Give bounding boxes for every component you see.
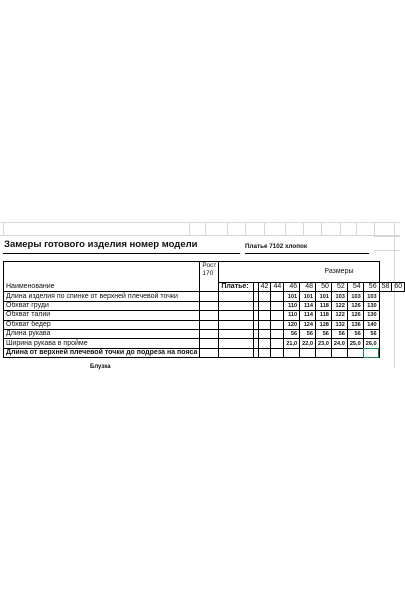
- value-cell[interactable]: 126: [347, 301, 363, 310]
- header-sizes-cell[interactable]: [219, 262, 379, 283]
- value-cell[interactable]: 56: [300, 329, 316, 338]
- row-label-cell[interactable]: Ширина рукава в пройме: [4, 339, 200, 348]
- value-cell[interactable]: [271, 339, 284, 348]
- empty-value-cell[interactable]: [347, 348, 363, 357]
- size-58-cell[interactable]: 58: [379, 283, 392, 292]
- value-cell[interactable]: [258, 311, 271, 320]
- value-cell[interactable]: [271, 311, 284, 320]
- value-cell[interactable]: [258, 329, 271, 338]
- size-54-cell[interactable]: 54: [347, 283, 363, 292]
- size-56-cell[interactable]: 56: [363, 283, 379, 292]
- value-cell[interactable]: 56: [363, 329, 379, 338]
- rost-empty-cell[interactable]: [200, 301, 219, 310]
- value-cell[interactable]: 56: [284, 329, 300, 338]
- value-cell[interactable]: [219, 311, 253, 320]
- empty-value-cell[interactable]: [316, 348, 332, 357]
- value-cell[interactable]: [219, 320, 253, 329]
- value-cell[interactable]: 110: [284, 301, 300, 310]
- header-name-label: Наименование: [6, 283, 55, 291]
- empty-value-cell[interactable]: [331, 348, 347, 357]
- value-cell[interactable]: 124: [300, 320, 316, 329]
- size-60-cell[interactable]: 60: [392, 283, 405, 292]
- value-cell[interactable]: 101: [284, 292, 300, 301]
- row-label-cell[interactable]: Обхват бедер: [4, 320, 200, 329]
- table-row: [4, 329, 405, 338]
- value-cell[interactable]: [271, 292, 284, 301]
- row-label-cell[interactable]: Обхват талии: [4, 311, 200, 320]
- value-cell[interactable]: 22,0: [300, 339, 316, 348]
- table-row: [4, 320, 405, 329]
- value-cell[interactable]: 21,0: [284, 339, 300, 348]
- value-cell[interactable]: 132: [331, 320, 347, 329]
- row-label-cell[interactable]: Длина рукава: [4, 329, 200, 338]
- header-rost-label: Рост: [202, 262, 217, 269]
- header-rost-value: 170: [202, 270, 214, 277]
- value-cell[interactable]: 120: [284, 320, 300, 329]
- value-cell[interactable]: 103: [363, 292, 379, 301]
- title-underline: [3, 253, 240, 254]
- rost-empty-cell[interactable]: [200, 292, 219, 301]
- header-sizes-label: Размеры: [324, 268, 354, 275]
- value-cell[interactable]: [219, 301, 253, 310]
- size-44-cell[interactable]: 44: [271, 283, 284, 292]
- value-cell[interactable]: [219, 339, 253, 348]
- rost-empty-cell[interactable]: [200, 320, 219, 329]
- value-cell[interactable]: 24,0: [331, 339, 347, 348]
- value-cell[interactable]: [271, 301, 284, 310]
- value-cell[interactable]: 130: [363, 301, 379, 310]
- value-cell[interactable]: [258, 320, 271, 329]
- value-cell[interactable]: 136: [347, 320, 363, 329]
- value-cell[interactable]: 101: [316, 292, 332, 301]
- cut-off-text: Блузка: [90, 364, 111, 370]
- value-cell[interactable]: 114: [300, 311, 316, 320]
- value-cell[interactable]: 56: [331, 329, 347, 338]
- value-cell[interactable]: 101: [300, 292, 316, 301]
- row-label-cell[interactable]: Обхват груди: [4, 301, 200, 310]
- table-row: [4, 301, 405, 310]
- rost-empty-cell[interactable]: [200, 311, 219, 320]
- header-name-cell[interactable]: [4, 262, 200, 292]
- size-42-cell[interactable]: 42: [258, 283, 271, 292]
- value-cell[interactable]: 26,0: [363, 339, 379, 348]
- table-row: [4, 292, 405, 301]
- value-cell[interactable]: 110: [284, 311, 300, 320]
- measurements-table: [3, 261, 405, 358]
- rost-empty-cell[interactable]: [200, 348, 219, 357]
- size-52-cell[interactable]: 52: [331, 283, 347, 292]
- empty-value-cell[interactable]: [300, 348, 316, 357]
- rost-empty-cell[interactable]: [200, 339, 219, 348]
- value-cell[interactable]: 56: [316, 329, 332, 338]
- last-row-label-cell[interactable]: Длина от верхней плечевой точки до подреза на пояса: [4, 348, 200, 357]
- value-cell[interactable]: 130: [363, 311, 379, 320]
- value-cell[interactable]: [258, 339, 271, 348]
- empty-value-cell[interactable]: [284, 348, 300, 357]
- value-cell[interactable]: 140: [363, 320, 379, 329]
- section-label-cell[interactable]: Платье:: [219, 283, 253, 292]
- value-cell[interactable]: 103: [347, 292, 363, 301]
- value-cell[interactable]: 126: [347, 311, 363, 320]
- model-underline: [245, 253, 369, 254]
- empty-value-cell[interactable]: [363, 348, 379, 357]
- empty-value-cell[interactable]: [219, 348, 253, 357]
- value-cell[interactable]: 122: [331, 311, 347, 320]
- value-cell[interactable]: 118: [316, 311, 332, 320]
- table-row: [4, 311, 405, 320]
- value-cell[interactable]: 122: [331, 301, 347, 310]
- background-gridlines: [0, 222, 400, 236]
- value-cell[interactable]: [219, 329, 253, 338]
- value-cell[interactable]: 128: [316, 320, 332, 329]
- sheet-title: Замеры готового изделия номер модели: [4, 239, 198, 250]
- last-row: [4, 348, 405, 357]
- header-row: [4, 262, 405, 283]
- value-cell[interactable]: 118: [316, 301, 332, 310]
- row-label-cell[interactable]: Длина изделия по спинке от верхней плечевой точки: [4, 292, 200, 301]
- rost-empty-cell[interactable]: [200, 329, 219, 338]
- size-50-cell[interactable]: 50: [316, 283, 332, 292]
- empty-value-cell[interactable]: [271, 348, 284, 357]
- value-cell[interactable]: 103: [331, 292, 347, 301]
- value-cell[interactable]: [258, 301, 271, 310]
- table-row: [4, 339, 405, 348]
- value-cell[interactable]: [271, 329, 284, 338]
- model-name: Платье 7102 хлопок: [245, 243, 308, 250]
- size-46-cell[interactable]: 46: [284, 283, 300, 292]
- value-cell[interactable]: 56: [347, 329, 363, 338]
- size-48-cell[interactable]: 48: [300, 283, 316, 292]
- value-cell[interactable]: [271, 320, 284, 329]
- value-cell[interactable]: [258, 292, 271, 301]
- value-cell[interactable]: 114: [300, 301, 316, 310]
- value-cell[interactable]: 23,0: [316, 339, 332, 348]
- value-cell[interactable]: 25,0: [347, 339, 363, 348]
- empty-value-cell[interactable]: [258, 348, 271, 357]
- value-cell[interactable]: [219, 292, 253, 301]
- header-rost-cell[interactable]: [200, 262, 219, 292]
